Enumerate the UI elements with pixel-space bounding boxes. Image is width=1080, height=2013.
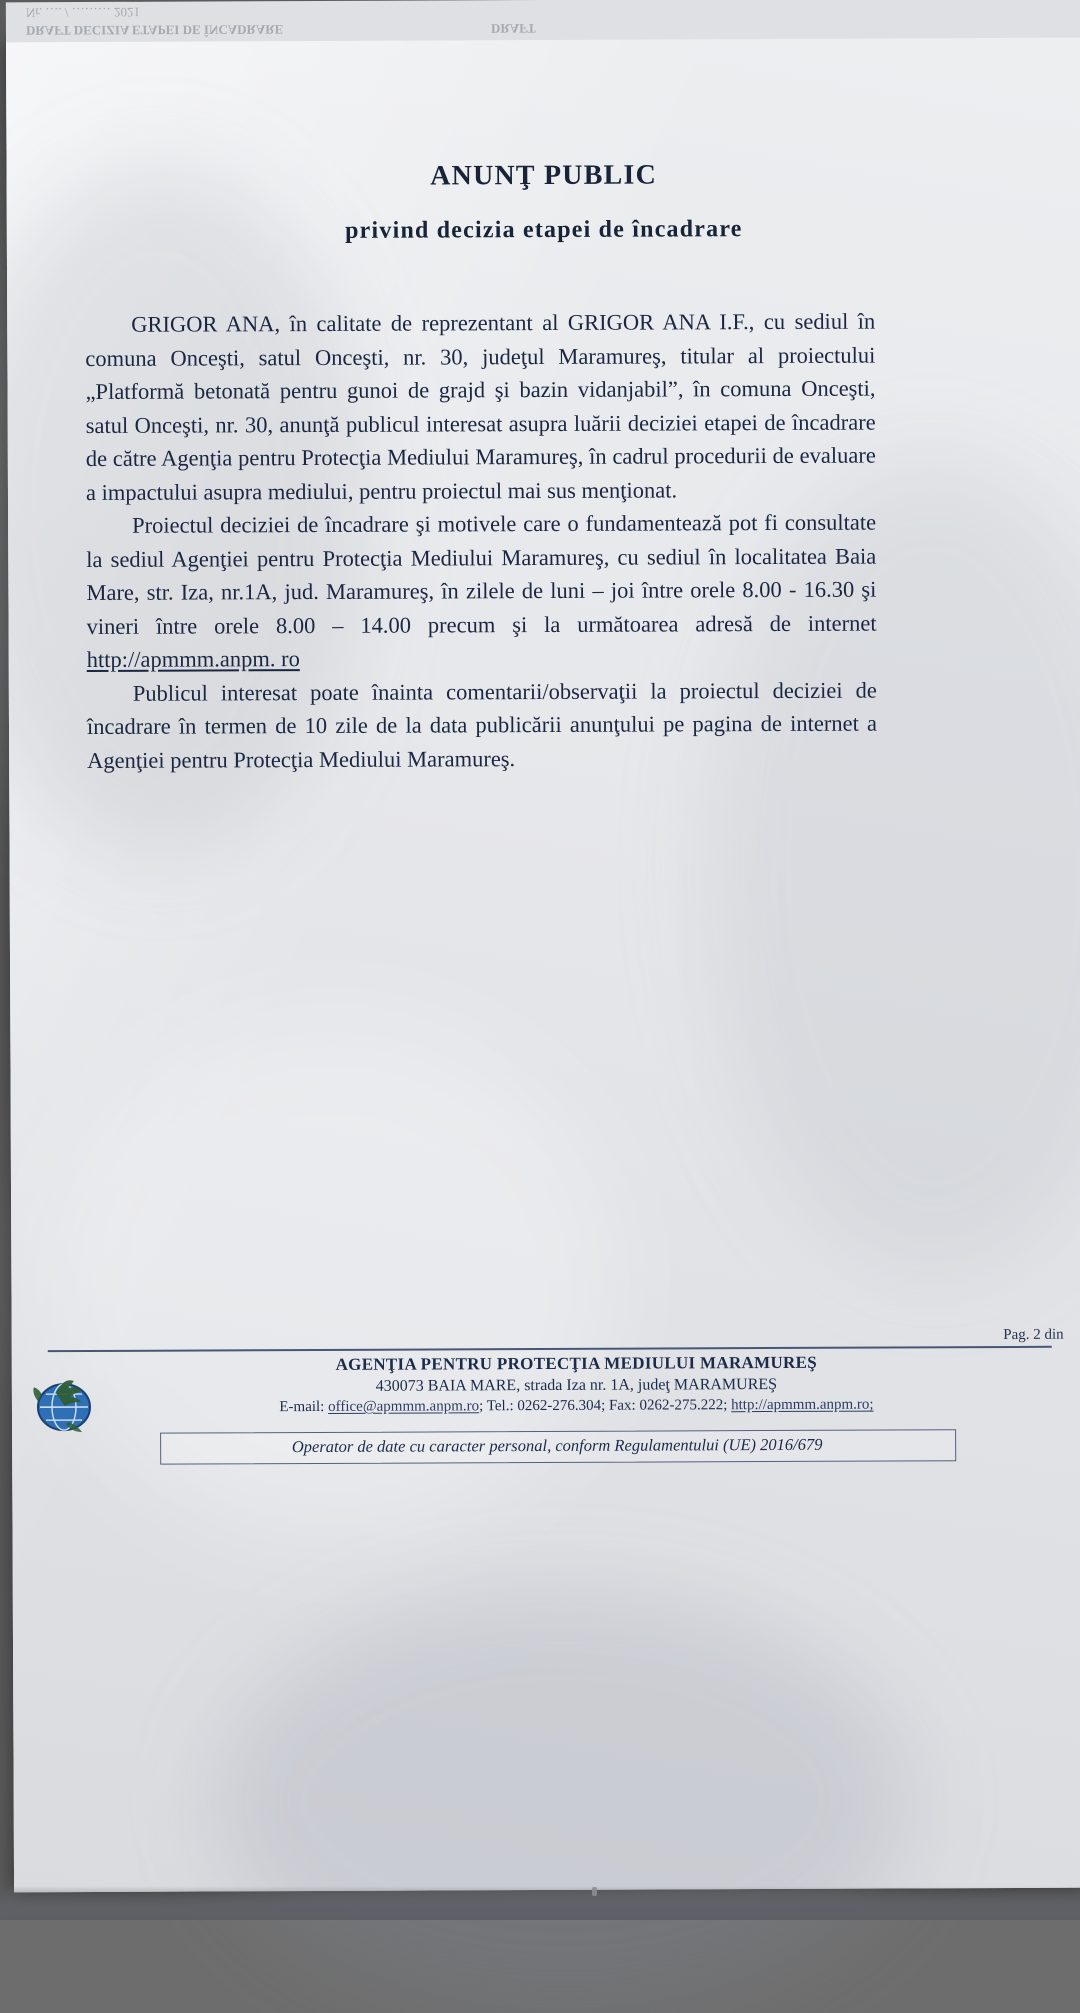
- footer-organization: AGENŢIA PENTRU PROTECŢIA MEDIULUI MARAMUREŞ: [335, 1352, 818, 1374]
- paragraph-2: [86, 506, 877, 677]
- paper-sheet: [6, 4, 1080, 1893]
- footer-website-link[interactable]: http://apmmm.anpm.ro;: [731, 1396, 874, 1414]
- document-body: [6, 36, 1080, 1893]
- document-text: [85, 305, 877, 777]
- page-number: Pag. 2 din: [1003, 1326, 1064, 1344]
- footer-phone-fax: ; Tel.: 0262-276.304; Fax: 0262-275.222;: [479, 1397, 728, 1415]
- document-title: ANUNŢ PUBLIC: [430, 159, 658, 192]
- bleed-line-1: Nr. …. / ……… 2021: [25, 4, 141, 21]
- footer-address: 430073 BAIA MARE, strada Iza nr. 1A, judeţ MARAMUREŞ: [375, 1375, 778, 1395]
- photo-speck: [592, 1887, 597, 1896]
- page-footer: [12, 1352, 1080, 1418]
- photo-bottom-edge: [0, 1886, 1080, 1920]
- footer-email-label: E-mail:: [279, 1398, 325, 1416]
- footer-email-link[interactable]: office@apmmm.anpm.ro: [328, 1398, 480, 1415]
- gdpr-note: Operator de date cu caracter personal, conform Regulamentului (UE) 2016/679: [291, 1434, 823, 1457]
- paragraph-1: GRIGOR ANA, în calitate de reprezentant al GRIGOR ANA I.F., cu sediul în comuna Onceşti, satul Onceşti, nr. 30, judeţul Maramureş, titular al proiectului „Platformă betonată pentru gunoi de grajd şi bazin vidanjabil”, în comuna Onceşti, satul Onceşti, nr. 30, anunţă publicul interesat asupra luării deciziei etapei de încadrare de către Agenţia pentru Protecţia Mediului Maramureş, în cadrul procedurii de evaluare a impactului asupra mediului, pentru proiectul mai sus menţionat.: [85, 308, 876, 505]
- footer-divider: [48, 1346, 1052, 1352]
- bleed-line-2: DRAFT DECIZIA ETAPEI DE ÎNCADRARE: [25, 22, 284, 39]
- paragraph-2-text: Proiectul deciziei de încadrare şi motivele care o fundamentează pot fi consultate la sediul Agenţiei pentru Protecţia Mediului Maramureş, cu sediul în localitatea Baia Mare, str. Iza, nr.1A, jud. Maramureş, în zilele de luni – joi între orele 8.00 - 16.30 şi vineri între orele 8.00 – 14.00 precum şi la următoarea adresă de internet: [86, 509, 877, 639]
- document-subtitle: privind decizia etapei de încadrare: [345, 216, 743, 244]
- footer-contact: [67, 1396, 1080, 1417]
- bleed-line-3: DRAFT: [490, 21, 536, 37]
- internet-address-link[interactable]: http://apmmm.anpm. ro: [86, 646, 300, 672]
- paragraph-3: Publicul interesat poate înainta comentarii/observaţii la proiectul deciziei de încadrare în termen de 10 zile de la data publicării anunţului pe pagina de internet a Agenţiei pentru Protecţia Mediului Maramureş.: [86, 677, 878, 773]
